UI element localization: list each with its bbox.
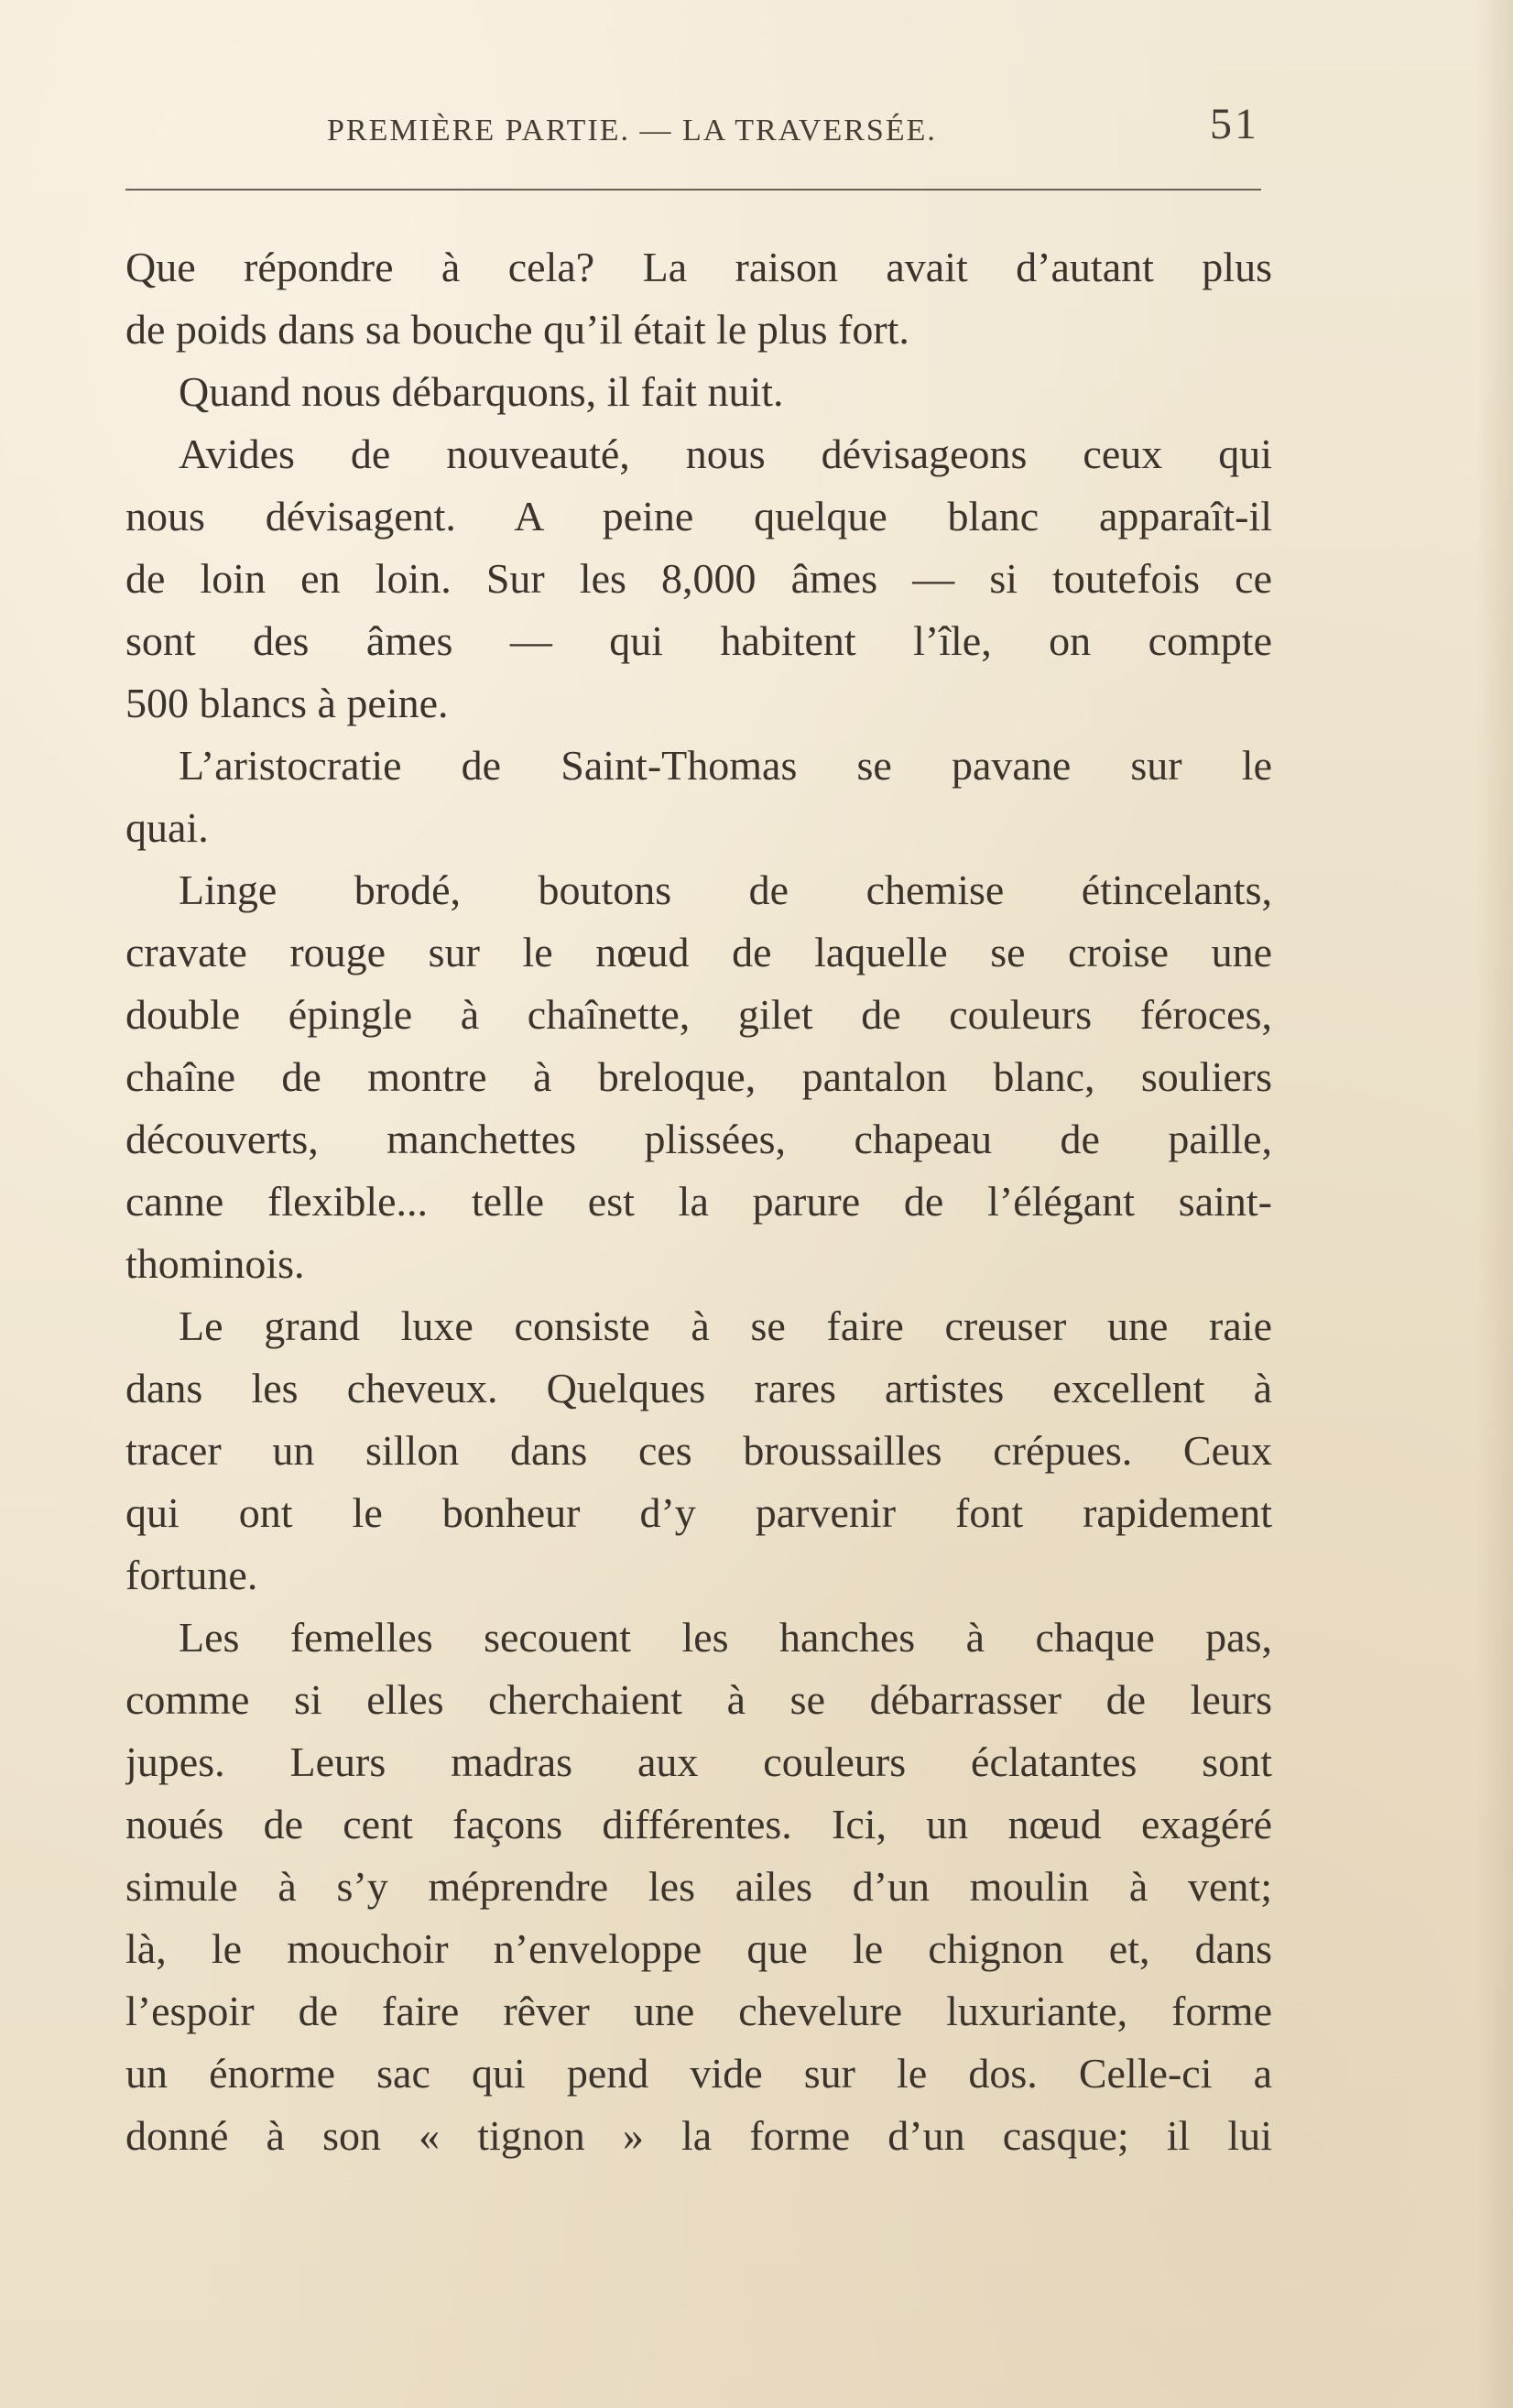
page-number: 51	[1210, 100, 1259, 148]
text-line: double épingle à chaînette, gilet de couleurs féroces,	[125, 991, 1272, 1038]
text-line: là, le mouchoir n’enveloppe que le chignon et, dans	[125, 1925, 1272, 1972]
text-line: un énorme sac qui pend vide sur le dos. Celle-ci a	[125, 2050, 1272, 2097]
running-title: PREMIÈRE PARTIE. — LA TRAVERSÉE.	[327, 114, 937, 147]
text-line: quai.	[125, 804, 209, 851]
text-line: Quand nous débarquons, il fait nuit.	[179, 368, 784, 415]
text-line: 500 blancs à peine.	[125, 680, 449, 726]
text-line: thominois.	[125, 1240, 305, 1287]
text-line: cravate rouge sur le nœud de laquelle se croise une	[125, 929, 1272, 975]
text-line: L’aristocratie de Saint-Thomas se pavane sur le	[179, 742, 1272, 789]
text-line: comme si elles cherchaient à se débarrasser de leurs	[125, 1676, 1272, 1723]
text-line: Linge brodé, boutons de chemise étincelants,	[179, 866, 1272, 913]
page-edge-shadow	[1476, 0, 1513, 2408]
text-line: jupes. Leurs madras aux couleurs éclatantes sont	[125, 1738, 1272, 1785]
text-line: canne flexible... telle est la parure de l’élégant saint-	[125, 1178, 1272, 1225]
text-line: fortune.	[125, 1552, 258, 1598]
text-line: donné à son « tignon » la forme d’un casque; il lui	[125, 2112, 1272, 2159]
text-line: chaîne de montre à breloque, pantalon blanc, souliers	[125, 1053, 1272, 1100]
text-line: de loin en loin. Sur les 8,000 âmes — si toutefois ce	[125, 555, 1272, 602]
text-line: simule à s’y méprendre les ailes d’un moulin à vent;	[125, 1863, 1272, 1910]
text-line: Le grand luxe consiste à se faire creuser une raie	[179, 1302, 1272, 1349]
header-rule	[125, 189, 1261, 191]
text-line: Avides de nouveauté, nous dévisageons ceux qui	[179, 430, 1272, 477]
text-line: de poids dans sa bouche qu’il était le plus fort.	[125, 306, 909, 353]
text-line: nous dévisagent. A peine quelque blanc apparaît-il	[125, 493, 1272, 539]
text-line: Les femelles secouent les hanches à chaque pas,	[179, 1614, 1272, 1661]
text-line: Que répondre à cela? La raison avait d’autant plus	[125, 244, 1272, 290]
text-line: noués de cent façons différentes. Ici, un nœud exagéré	[125, 1801, 1272, 1847]
text-line: tracer un sillon dans ces broussailles crépues. Ceux	[125, 1427, 1272, 1474]
text-line: découverts, manchettes plissées, chapeau de paille,	[125, 1116, 1272, 1162]
text-line: sont des âmes — qui habitent l’île, on compte	[125, 617, 1272, 664]
text-line: l’espoir de faire rêver une chevelure luxuriante, forme	[125, 1988, 1272, 2034]
body-text	[125, 236, 1272, 2167]
text-line: qui ont le bonheur d’y parvenir font rapidement	[125, 1489, 1272, 1536]
running-head	[125, 99, 1272, 154]
text-line: dans les cheveux. Quelques rares artistes excellent à	[125, 1365, 1272, 1411]
